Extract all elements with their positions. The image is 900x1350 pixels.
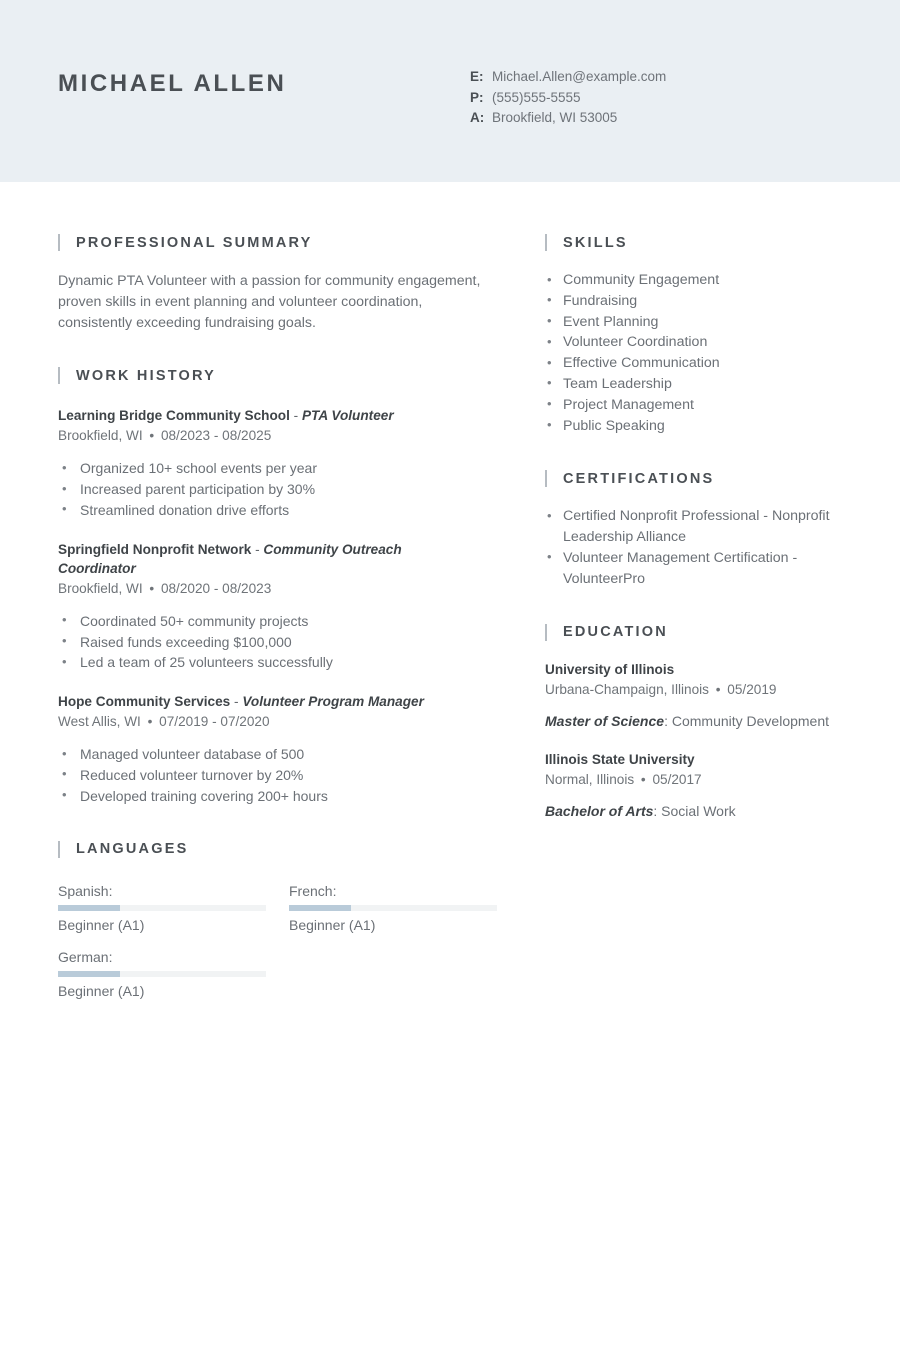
job-company: Springfield Nonprofit Network (58, 541, 252, 557)
bullet-separator-icon: • (145, 428, 158, 444)
list-item: • Effective Communication (545, 353, 870, 374)
list-item: • Led a team of 25 volunteers successfully (58, 652, 482, 673)
bullet-separator-icon: • (711, 681, 725, 697)
education-field: : Community Development (664, 712, 830, 729)
language-name: German: (58, 948, 113, 965)
job-company: Learning Bridge Community School (58, 408, 290, 424)
section-heading-skills (545, 234, 870, 251)
education-degree: Bachelor of Arts (545, 802, 654, 819)
language-proficiency-bar (58, 905, 266, 911)
contact-row (470, 108, 666, 129)
job-role: Volunteer Program Manager (242, 694, 424, 710)
job-title-line (58, 406, 482, 425)
work-history-list (58, 406, 482, 806)
education-date: 05/2019 (727, 681, 777, 697)
job-dates: 08/2023 - 08/2025 (160, 428, 272, 444)
language-proficiency-fill (58, 905, 120, 911)
job-separator: - (251, 541, 264, 557)
education-meta (545, 680, 870, 700)
contact-row (470, 67, 666, 88)
list-item: • Coordinated 50+ community projects (58, 611, 482, 632)
languages-grid (58, 880, 498, 1012)
education-date: 05/2017 (652, 771, 702, 787)
education-location: Normal, Illinois (545, 771, 635, 787)
list-item: • Organized 10+ school events per year (58, 458, 482, 479)
bullet-separator-icon: • (143, 714, 157, 730)
education-field: : Social Work (653, 802, 736, 819)
bullet-separator-icon: • (637, 771, 650, 787)
list-item: • Developed training covering 200+ hours (58, 786, 482, 807)
contact-value: Michael.Allen@example.com (492, 69, 667, 84)
job-separator: - (289, 408, 302, 424)
contact-value: Brookfield, WI 53005 (492, 110, 618, 126)
work-history-item (58, 406, 482, 520)
list-item: • Community Engagement (545, 270, 870, 291)
spacer (545, 590, 870, 624)
job-location: Brookfield, WI (58, 580, 143, 596)
list-item: • Volunteer Management Certification - VolunteerPro (545, 548, 870, 590)
section-heading-summary (58, 234, 482, 251)
job-title-line (58, 692, 482, 711)
job-bullet-list (58, 744, 482, 806)
list-item: • Team Leadership (545, 374, 870, 395)
job-meta (58, 712, 482, 732)
section-heading-education (545, 624, 870, 641)
list-item: • Increased parent participation by 30% (58, 479, 482, 500)
bullet-separator-icon: • (145, 580, 158, 596)
section-heading-label: CERTIFICATIONS (563, 470, 715, 487)
education-location: Urbana-Champaign, Illinois (545, 681, 709, 697)
work-history-item (58, 540, 482, 673)
section-certifications (545, 470, 870, 589)
education-item (545, 750, 870, 821)
list-item: • Streamlined donation drive efforts (58, 500, 482, 521)
job-role: PTA Volunteer (301, 408, 394, 424)
list-item: • Fundraising (545, 291, 870, 312)
skills-list (545, 270, 870, 436)
job-role: Community Outreach Coordinator (58, 541, 402, 576)
section-skills (545, 234, 870, 436)
job-meta (58, 579, 482, 599)
list-item: • Certified Nonprofit Professional - Nonprofit Leadership Alliance (545, 506, 870, 548)
education-school: Illinois State University (545, 751, 695, 767)
section-heading-languages (58, 841, 482, 858)
job-company: Hope Community Services (58, 694, 231, 710)
job-dates: 07/2019 - 07/2020 (159, 714, 270, 730)
section-heading-label: PROFESSIONAL SUMMARY (76, 234, 313, 251)
work-history-item (58, 692, 482, 806)
education-degree-line (545, 801, 870, 821)
certifications-list (545, 506, 870, 589)
accent-bar-icon (58, 367, 60, 384)
job-location: West Allis, WI (58, 714, 141, 730)
job-dates: 08/2020 - 08/2023 (160, 580, 272, 596)
contact-label: A: (470, 110, 485, 126)
resume-header (0, 0, 900, 182)
job-bullet-list (58, 611, 482, 673)
language-proficiency-fill (58, 971, 120, 977)
job-location: Brookfield, WI (58, 428, 143, 444)
language-proficiency-bar (58, 971, 266, 977)
list-item: • Public Speaking (545, 416, 870, 437)
language-item (58, 946, 266, 1002)
accent-bar-icon (58, 234, 60, 251)
job-title-line (58, 540, 482, 578)
accent-bar-icon (58, 841, 60, 858)
education-degree: Master of Science (545, 712, 665, 729)
section-heading-label: EDUCATION (563, 624, 668, 641)
list-item: • Project Management (545, 395, 870, 416)
language-item (289, 880, 497, 936)
section-heading-certifications (545, 470, 870, 487)
resume-body (0, 182, 900, 1012)
language-name: Spanish: (58, 882, 113, 899)
list-item: • Volunteer Coordination (545, 332, 870, 353)
spacer (58, 333, 482, 367)
contact-row (470, 88, 666, 109)
section-heading-label: WORK HISTORY (76, 367, 216, 384)
job-meta (58, 426, 482, 446)
contact-block (470, 63, 666, 129)
education-list (545, 660, 870, 821)
section-languages (58, 841, 482, 1012)
language-proficiency-bar (289, 905, 497, 911)
job-separator: - (230, 694, 243, 710)
language-proficiency-fill (289, 905, 351, 911)
section-heading-work (58, 367, 482, 384)
contact-label: P: (470, 89, 484, 105)
page-title: MICHAEL ALLEN (58, 70, 287, 97)
accent-bar-icon (545, 624, 547, 641)
contact-value: (555)555-5555 (492, 89, 581, 105)
left-column (0, 234, 492, 1012)
summary-text: Dynamic PTA Volunteer with a passion for community engagement, proven skills in event planning and volunteer coordination, consistently exceeding fundraising goals. (58, 273, 481, 331)
section-education (545, 624, 870, 821)
list-item: • Managed volunteer database of 500 (58, 744, 482, 765)
section-heading-label: LANGUAGES (76, 841, 189, 858)
education-school: University of Illinois (545, 661, 675, 677)
education-degree-line (545, 711, 870, 731)
accent-bar-icon (545, 234, 547, 251)
job-bullet-list (58, 458, 482, 520)
education-item (545, 660, 870, 731)
section-heading-label: SKILLS (563, 234, 628, 251)
spacer (58, 807, 482, 841)
section-professional-summary (58, 234, 482, 333)
accent-bar-icon (545, 470, 547, 487)
list-item: • Raised funds exceeding $100,000 (58, 632, 482, 653)
right-column (492, 234, 900, 1012)
spacer (545, 436, 870, 470)
list-item: • Event Planning (545, 312, 870, 333)
language-name: French: (289, 882, 337, 899)
language-item (58, 880, 266, 936)
language-level: Beginner (A1) (289, 916, 376, 933)
education-meta (545, 770, 870, 790)
language-level: Beginner (A1) (58, 916, 145, 933)
contact-label: E: (470, 69, 484, 84)
language-level: Beginner (A1) (58, 982, 145, 999)
section-work-history (58, 367, 482, 806)
list-item: • Reduced volunteer turnover by 20% (58, 765, 482, 786)
